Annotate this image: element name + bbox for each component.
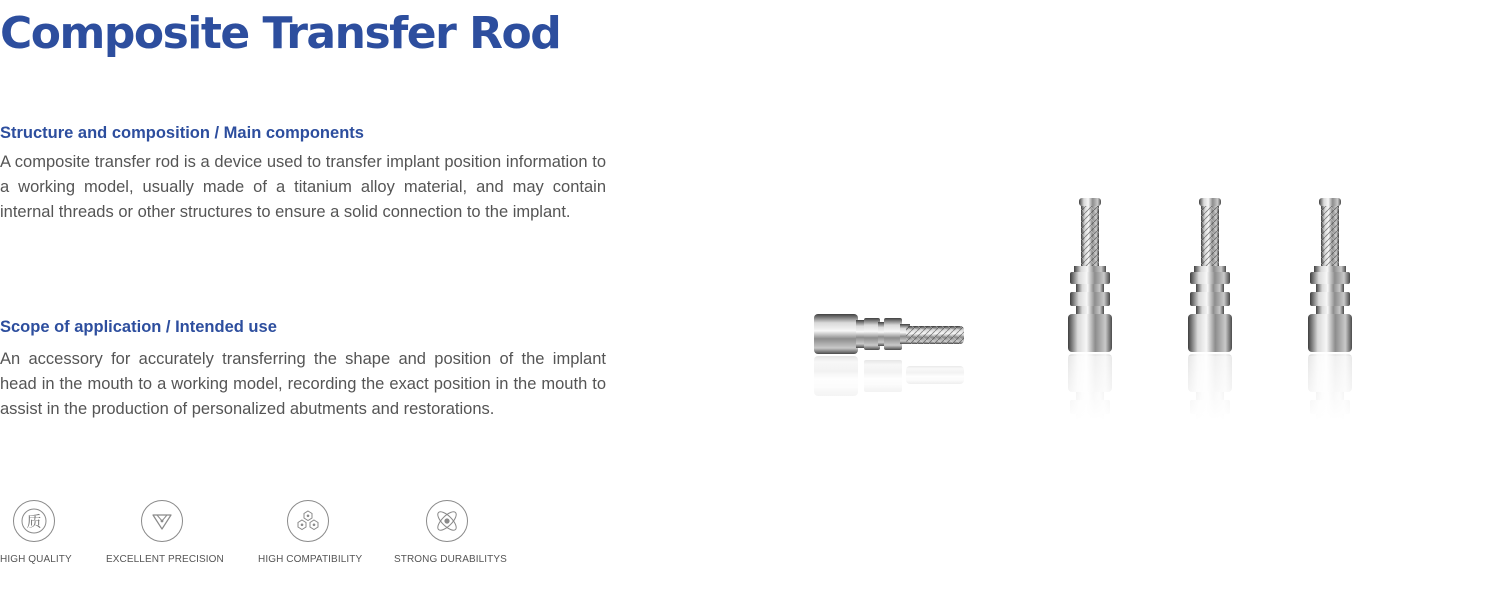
page-title: Composite Transfer Rod bbox=[0, 8, 561, 59]
feature-label: HIGH QUALITY bbox=[0, 554, 72, 565]
section-structure bbox=[0, 122, 606, 225]
feature-label: EXCELLENT PRECISION bbox=[106, 554, 224, 565]
section-body: A composite transfer rod is a device used to transfer implant position information to a working model, usually made of a titanium alloy material, and may contain internal threads or other structures to ensure a solid connection to the implant. bbox=[0, 153, 606, 221]
section-heading: Scope of application / Intended use bbox=[0, 318, 277, 336]
section-body: An accessory for accurately transferring the shape and position of the implant head in the mouth to a working model, recording the exact position in the mouth to assist in the production of personalized abutments and restorations. bbox=[0, 350, 606, 418]
feature-item-durability bbox=[394, 500, 507, 565]
feature-item-precision bbox=[106, 500, 224, 565]
quality-seal-icon bbox=[13, 500, 55, 542]
feature-list bbox=[0, 500, 520, 580]
feature-label: STRONG DURABILITYS bbox=[394, 554, 507, 565]
feature-item-compatibility bbox=[258, 500, 363, 565]
durability-atom-icon bbox=[426, 500, 468, 542]
precision-diamond-icon bbox=[141, 500, 183, 542]
product-image bbox=[800, 190, 1380, 420]
section-application bbox=[0, 316, 606, 422]
feature-label: HIGH COMPATIBILITY bbox=[258, 554, 363, 565]
compatibility-hexagon-icon bbox=[287, 500, 329, 542]
quality-glyph: 质 bbox=[26, 512, 42, 531]
section-heading: Structure and composition / Main components bbox=[0, 124, 364, 142]
feature-item-quality bbox=[0, 500, 72, 565]
